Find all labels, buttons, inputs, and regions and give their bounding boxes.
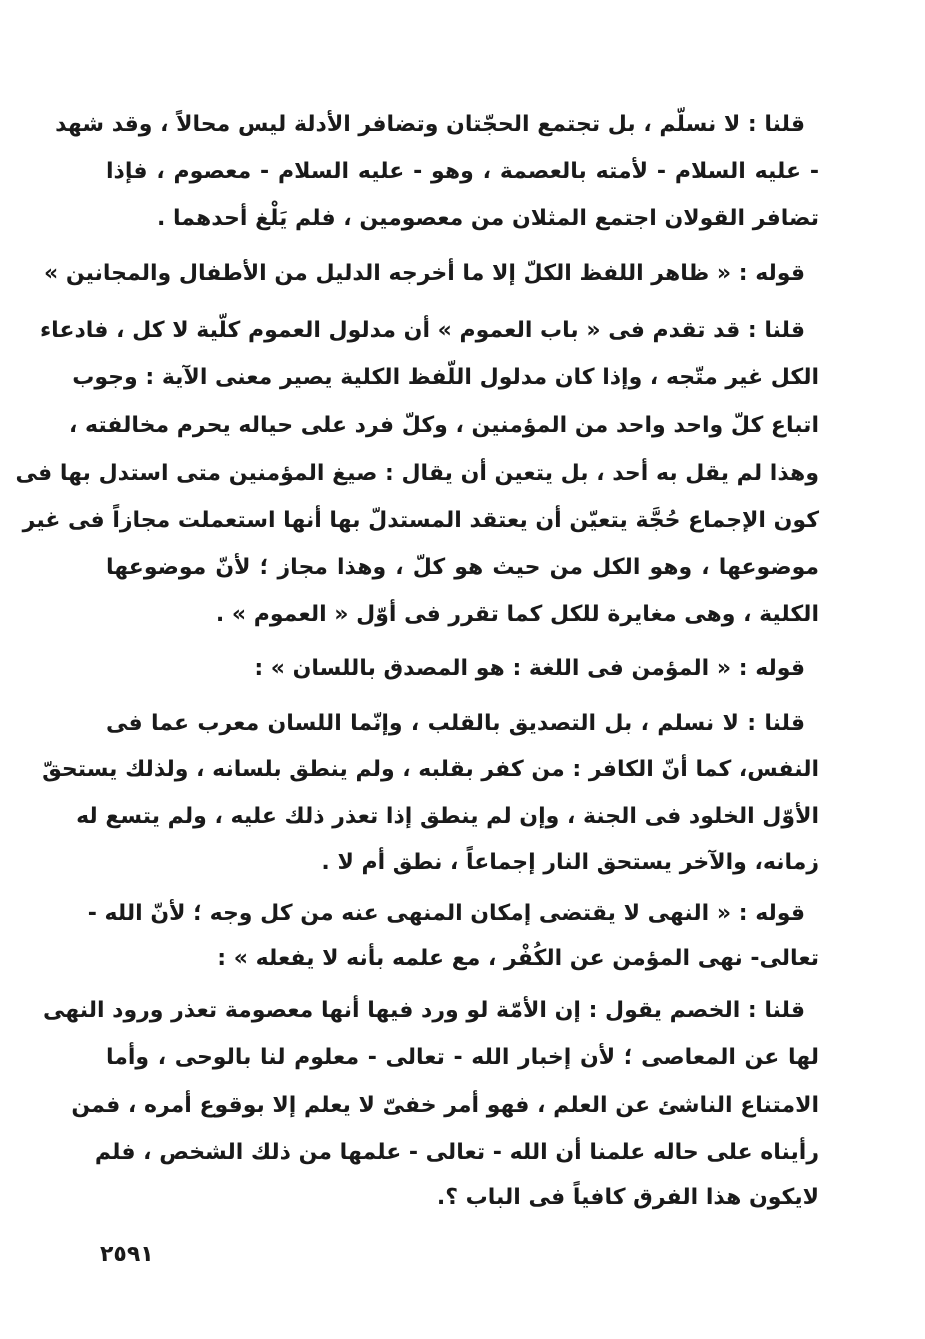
paragraph-1-line-2: - عليه السلام - لأمته بالعصمة ، وهو - عليه السلام - معصوم ، فإذا <box>106 159 819 184</box>
paragraph-3-line-6: موضوعها ، وهو الكل من حيث هو كلّ ، وهذا مجاز ؛ لأنّ موضوعها <box>106 555 819 580</box>
paragraph-7-line-2: لها عن المعاصى ؛ لأن إخبار الله - تعالى - معلوم لنا بالوحى ، وأما <box>106 1045 819 1070</box>
paragraph-7-line-1: قلنا : الخصم يقول : إن الأمّة لو ورد فيها أنها معصومة تعذر ورود النهى <box>42 998 805 1023</box>
paragraph-7-line-4: رأيناه على حاله علمنا أن الله - تعالى - علمها من ذلك الشخص ، فلم <box>94 1140 819 1165</box>
paragraph-7-line-5: لايكون هذا الفرق كافياً فى الباب ؟. <box>436 1185 819 1210</box>
paragraph-3-line-1: قلنا : قد تقدم فى « باب العموم » أن مدلول العموم كلّية لا كل ، فادعاء <box>39 318 805 343</box>
paragraph-5-line-4: زمانه، والآخر يستحق النار إجماعاً ، نطق أم لا . <box>321 850 819 875</box>
paragraph-2-line-1: قوله : « ظاهر اللفظ الكلّ إلا ما أخرجه الدليل من الأطفال والمجانين » <box>43 261 805 286</box>
paragraph-5-line-3: الأوّل الخلود فى الجنة ، وإن لم ينطق إذا تعذر ذلك عليه ، ولم يتسع له <box>76 804 819 829</box>
paragraph-6-line-2: تعالى- نهى المؤمن عن الكُفْر ، مع علمه بأنه لا يفعله » : <box>217 946 819 971</box>
paragraph-5-line-2: النفس، كما أنّ الكافر : من كفر بقلبه ، ولم ينطق بلسانه ، ولذلك يستحقّ <box>42 757 819 782</box>
paragraph-3-line-7: الكلية ، وهى مغايرة للكل كما تقرر فى أوّل « العموم » . <box>215 602 819 627</box>
paragraph-3-line-5: كون الإجماع حُجَّة يتعيّن أن يعتقد المستدلّ بها أنها استعملت مجازاً فى غير <box>22 508 819 533</box>
paragraph-5-line-1: قلنا : لا نسلم ، بل التصديق بالقلب ، وإنّما اللسان معرب عما فى <box>106 711 805 736</box>
paragraph-6-line-1: قوله : « النهى لا يقتضى إمكان المنهى عنه من كل وجه ؛ لأنّ الله - <box>87 901 805 926</box>
paragraph-3-line-3: اتباع كلّ واحد واحد من المؤمنين ، وكلّ فرد على حياله يحرم مخالفته ، <box>68 413 819 438</box>
paragraph-3-line-2: الكل غير متّجه ، وإذا كان مدلول اللّفظ الكلية يصير معنى الآية : وجوب <box>72 365 819 390</box>
paragraph-3-line-4: وهذا لم يقل به أحد ، بل يتعين أن يقال : صيغ المؤمنين متى استدل بها فى <box>15 461 819 486</box>
paragraph-1-line-1: قلنا : لا نسلّم ، بل تجتمع الحجّتان وتضافر الأدلة ليس محالاً ، وقد شهد <box>55 112 805 137</box>
paragraph-7-line-3: الامتناع الناشئ عن العلم ، فهو أمر خفىّ لا يعلم إلا بوقوع أمره ، فمن <box>71 1093 819 1118</box>
paragraph-4-line-1: قوله : « المؤمن فى اللغة : هو المصدق باللسان » : <box>254 656 805 681</box>
paragraph-1-line-3: تضافر القولان اجتمع المثلان من معصومين ، فلم يَلْغ أحدهما . <box>157 206 819 231</box>
page-number: ٢٥٩١ <box>100 1242 154 1267</box>
